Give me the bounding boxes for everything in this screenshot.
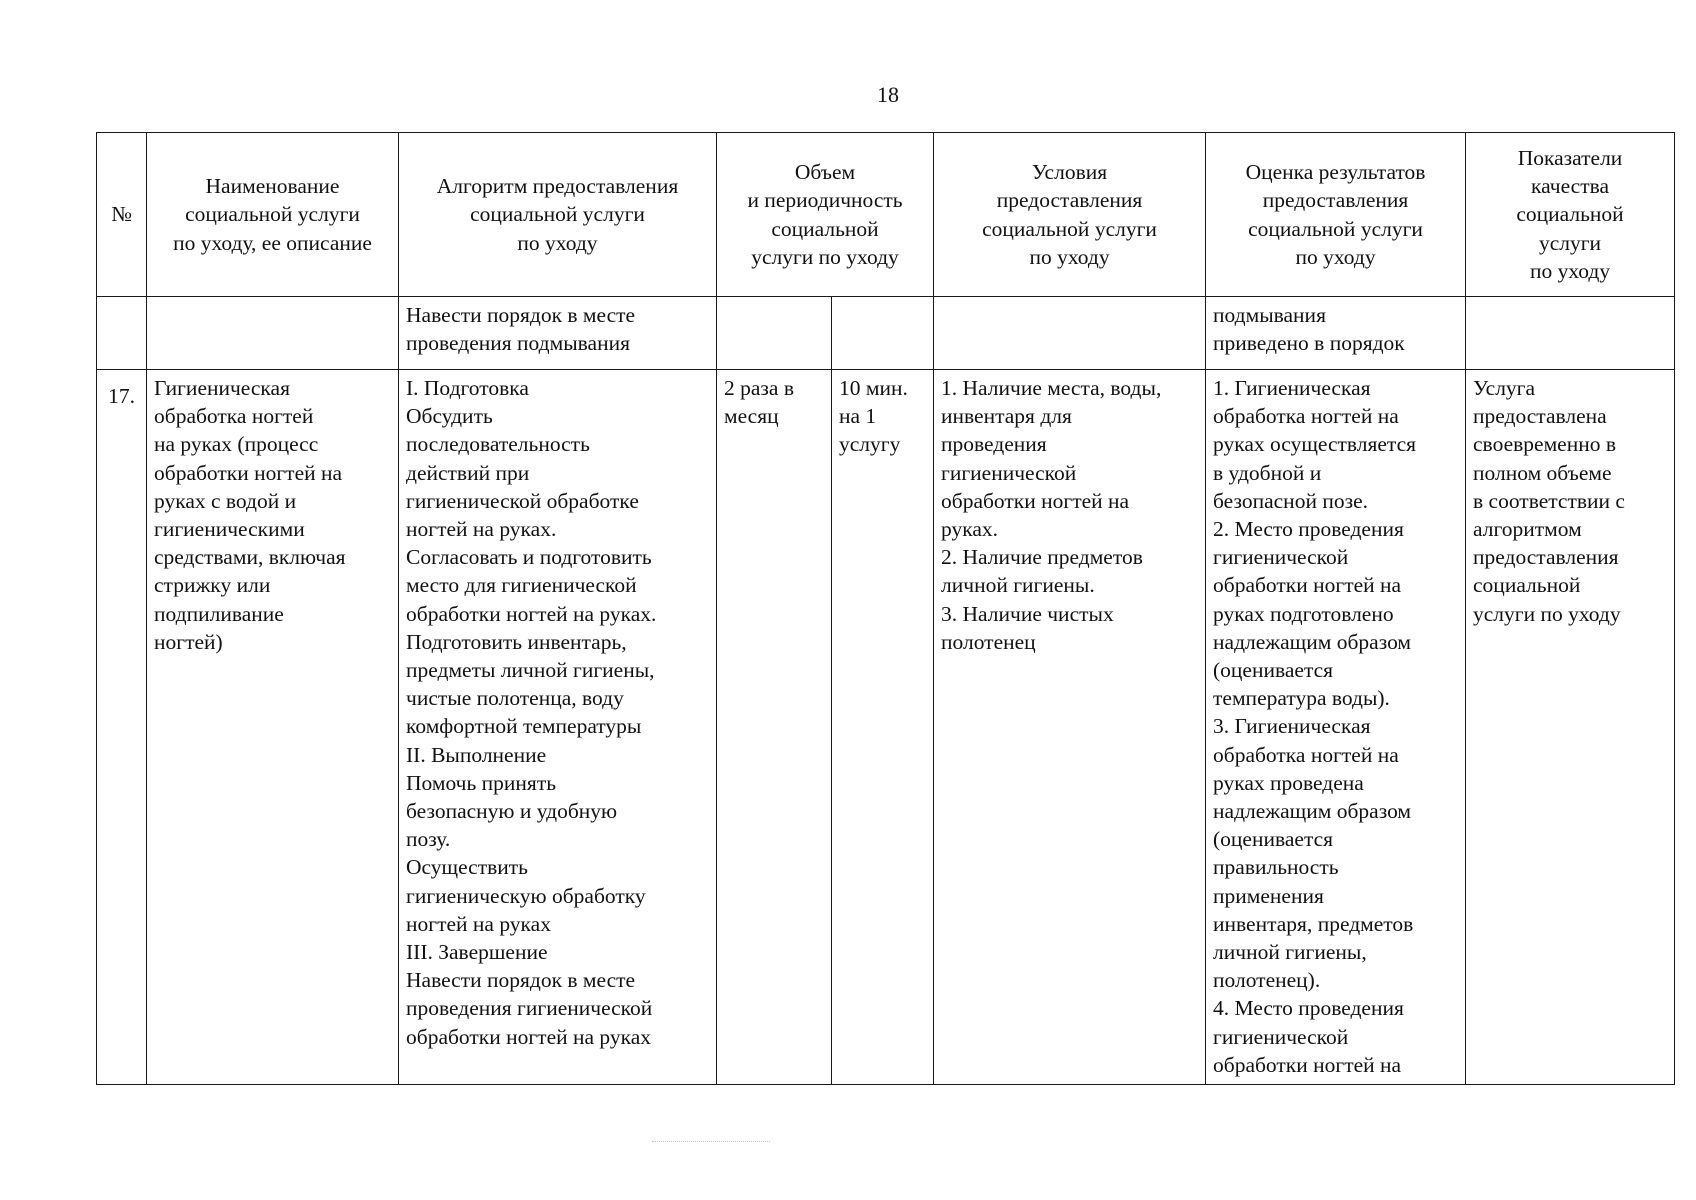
cell-frequency: 2 раза в месяц <box>717 370 832 1085</box>
cell-frequency <box>717 297 832 370</box>
header-algorithm: Алгоритм предоставления социальной услуги по уходу <box>399 133 717 297</box>
header-number: № <box>97 133 147 297</box>
cell-number: 17. <box>97 370 147 1085</box>
cell-evaluation: 1. Гигиеническая обработка ногтей на руках осуществляется в удобной и безопасной позе. 2. Место проведения гигиенической обработки ногтей на руках подготовлено надлежащим образом (оценивается температура воды). 3. Гигиеническая обработка ногтей на руках проведена надлежащим образом (оценивается правильность применения инвентаря, предметов личной гигиены, полотенец). 4. Место проведения гигиенической обработки ногтей на <box>1206 370 1466 1085</box>
cell-service-name <box>147 297 399 370</box>
cell-algorithm: I. Подготовка Обсудить последовательность действий при гигиенической обработке ногтей на руках. Согласовать и подготовить место для гигиенической обработки ногтей на руках. Подготовить инвентарь, предметы личной гигиены, чистые полотенца, воду комфортной температуры II. Выполнение Помочь принять безопасную и удобную позу. Осуществить гигиеническую обработку ногтей на руках III. Завершение Навести порядок в месте проведения гигиенической обработки ногтей на руках <box>399 370 717 1085</box>
cell-quality: Услуга предоставлена своевременно в полном объеме в соответствии с алгоритмом предоставления социальной услуги по уходу <box>1466 370 1675 1085</box>
table-row-17 <box>97 370 1675 1085</box>
cell-conditions <box>934 297 1206 370</box>
header-evaluation: Оценка результатов предоставления социальной услуги по уходу <box>1206 133 1466 297</box>
page-number: 18 <box>877 82 899 107</box>
cell-service-name: Гигиеническая обработка ногтей на руках (процесс обработки ногтей на руках с водой и гигиеническими средствами, включая стрижку или подпиливание ногтей) <box>147 370 399 1085</box>
services-table <box>96 132 1675 1085</box>
cell-number <box>97 297 147 370</box>
scan-artifact-line <box>652 1141 770 1142</box>
header-service-name: Наименование социальной услуги по уходу, ее описание <box>147 133 399 297</box>
header-quality-indicators: Показатели качества социальной услуги по уходу <box>1466 133 1675 297</box>
table-row-continuation <box>97 297 1675 370</box>
cell-duration: 10 мин. на 1 услугу <box>832 370 934 1085</box>
cell-evaluation: подмывания приведено в порядок <box>1206 297 1466 370</box>
header-conditions: Условия предоставления социальной услуги по уходу <box>934 133 1206 297</box>
cell-conditions: 1. Наличие места, воды, инвентаря для проведения гигиенической обработки ногтей на руках. 2. Наличие предметов личной гигиены. 3. Наличие чистых полотенец <box>934 370 1206 1085</box>
header-volume-frequency: Объем и периодичность социальной услуги по уходу <box>717 133 934 297</box>
cell-duration <box>832 297 934 370</box>
cell-algorithm: Навести порядок в месте проведения подмывания <box>399 297 717 370</box>
cell-quality <box>1466 297 1675 370</box>
table-header-row <box>97 133 1675 297</box>
